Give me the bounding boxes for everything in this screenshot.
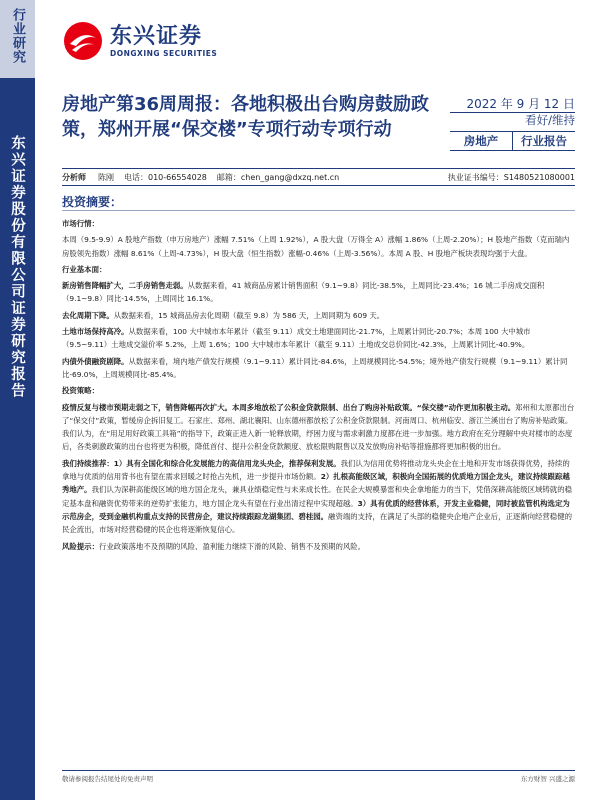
risk-para <box>62 540 575 553</box>
tag-report-type: 行业报告 <box>512 132 575 150</box>
pick-para <box>62 457 575 537</box>
summary-divider <box>62 210 575 211</box>
sidebar-company-label: 东兴证券股份有限公司证券研究报告 <box>9 135 25 399</box>
sidebar <box>0 0 35 800</box>
sidebar-category <box>0 0 35 78</box>
market-title: 市场行情： <box>62 219 99 228</box>
financing-label: 内债外债融资剧降。 <box>62 356 129 366</box>
report-title: 房地产第36周周报：各地积极出台购房鼓励政策，郑州开展“保交楼”专项行动专项行动 <box>62 94 430 140</box>
logo-mark-icon <box>62 20 104 62</box>
land-para <box>62 325 575 352</box>
risk-label: 风险提示： <box>62 541 99 551</box>
tag-industry: 房地产 <box>463 134 499 148</box>
destock-text: 从数据来看，15 城商品房去化周期（截至 9.8）为 586 天，上周同期为 609 天。 <box>113 310 385 320</box>
destock-para <box>62 309 575 322</box>
land-text: 从数据来看，100 大中城市本年累计（截至 9.11）成交土地建面同比-21.7%，上周累计同比-20.7%；本周 100 大中城市（9.5~9.11）土地成交溢价率 5.2%，上周 1.6%；100 大中城市本年累计（截至 9.11）土地成交总价同比-42.3%，上周累计同比-40.9%。 <box>62 327 531 350</box>
strategy-title: 投资策略： <box>62 386 99 396</box>
market-text: 本周（9.5-9.9）A 股地产指数（申万房地产）涨幅 7.51%（上周 1.92%），A 股大盘（万得全 A）涨幅 1.86%（上周-2.20%）；H 股地产指数（克而瑞内房股领先指数）涨幅 8.61%（上周-4.73%），H 股大盘（恒生指数）涨幅-0.46%（上周-3.56%）。本周 A 股、H 股地产板块表现均强于大盘。 <box>62 235 570 258</box>
analyst-label: 分析师 <box>62 172 86 182</box>
new-home-text: 从数据来看，41 城商品房累计销售面积（9.1~9.8）同比-38.5%，上周同比-23.4%；16 城二手房成交面积（9.1~9.8）同比-14.5%，上周同比 16.1%。 <box>62 281 545 304</box>
new-home-label: 新房销售降幅扩大，二手房销售走弱。 <box>62 281 188 291</box>
analyst-name: 陈刚 <box>98 172 114 182</box>
financing-para <box>62 355 575 382</box>
summary-body <box>62 214 575 556</box>
land-label: 土地市场保持高冷。 <box>62 327 129 337</box>
fundamentals-title: 行业基本面： <box>62 264 107 274</box>
risk-text: 行业政策落地不及预期的风险、盈利能力继续下滑的风险、销售不及预期的风险。 <box>98 541 366 551</box>
footer-slogan: 东方财智 兴盛之源 <box>520 775 575 783</box>
strategy-text: 郑州和太原都出台了“保交付”政策，暂缓房企拆旧复工。石家庄、郑州、湖北襄阳、山东德州都放松了公积金贷款限制。河南周口、杭州临安、浙江兰溪出台了购房补贴政策。我们认为，在“用足用好政策工具箱”的指导下，政策正进入新一轮释放期，纾困力度与需求刺激力度都在进一步加强。地方政府在充分理解中央对楼市的态度后，各类刺激政策的出台也将更为积极，降低首付、提升公积金贷款额度、放松限购限售以及发放购房补贴等措施都将更加积极的出台。 <box>62 402 575 452</box>
strategy-para <box>62 401 575 454</box>
pick-text-3: 融资端的支持，在满足了头部的稳健央企地产企业后，正逐渐向经营稳健的民企流出，市场对经营稳健的民企也将逐渐恢复信心。 <box>62 511 572 535</box>
pick-bold-2: 2）扎根高能级区域，积极向全国拓展的优质地方国企龙头，建议持续跟踪越秀地产。 <box>62 472 570 495</box>
analyst-cert: 执业证书编号：S1480521080001 <box>447 172 575 182</box>
pick-bold-1: 我们持续推荐：1）具有全国化和综合化发展能力的高信用龙头央企，推荐保利发展。 <box>62 458 341 468</box>
analyst-phone: 电话：010-66554028 <box>124 172 207 182</box>
new-home-para <box>62 279 575 306</box>
footer-divider <box>62 770 575 771</box>
strategy-bold: 疫情反复与楼市预期走弱之下，销售降幅再次扩大。本周多地放松了公积金贷款限制、出台了购房补贴政策。“保交楼”动作更加积极主动。 <box>62 402 516 412</box>
analyst-info <box>62 168 575 186</box>
analyst-email: 邮箱：chen_gang@dxzq.net.cn <box>216 172 340 182</box>
pick-text-1: 我们认为信用优势将推动龙头央企在土地和开发市场获得优势，持续的拿地与优质的信用背书也有望在需求回暖之时抢占先机，进一步提升市场份额。 <box>62 458 570 482</box>
company-logo <box>62 20 217 62</box>
logo-name-cn: 东兴证券 <box>110 23 203 49</box>
summary-heading: 投资摘要： <box>62 195 123 209</box>
sidebar-category-label: 行业研究 <box>10 8 25 64</box>
report-date: 2022 年 9 月 12 日 <box>466 97 575 111</box>
sidebar-company <box>0 135 35 399</box>
pick-text-2: 我们认为深耕高能级区域的地方国企龙头，兼具业绩稳定性与未来成长性。在民企大规模暴雷和央企拿地能力的当下，凭借深耕高能级区域铸就的稳定基本盘和融资优势带来的逆势扩张能力，地方国企龙头有望在行业出清过程中实现超越。 <box>62 485 572 508</box>
report-tags <box>450 131 575 151</box>
rating: 看好/维持 <box>525 113 575 127</box>
footer-disclaimer: 敬请参阅报告结尾处的免责声明 <box>62 775 153 783</box>
destock-label: 去化周期下降。 <box>62 310 114 320</box>
pick-bold-3: 3）具有优质的经营体系，开发主业稳健，同时被监管机构选定为示范房企，受到金融机构重点支持的民营房企，建议持续跟踪龙湖集团、碧桂园。 <box>62 498 570 521</box>
logo-name-en: DONGXING SECURITIES <box>110 48 218 58</box>
financing-text: 从数据来看，境内地产债发行规模（9.1~9.11）累计同比-84.6%，上周规模同比-54.5%；境外地产债发行规模（9.1~9.11）累计同比-69.0%，上周规模同比-85.4%。 <box>62 356 568 379</box>
